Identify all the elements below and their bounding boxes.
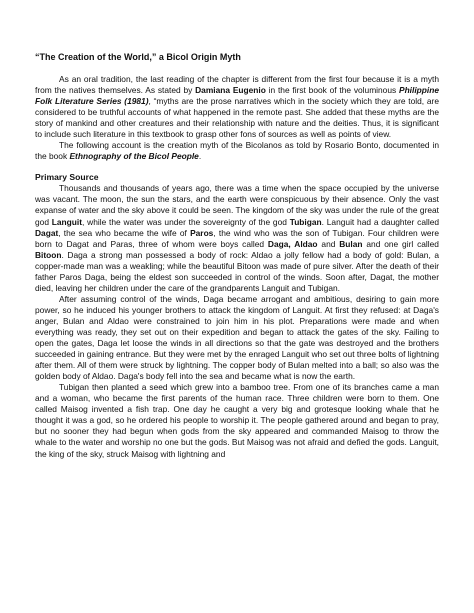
source-paragraph-1 <box>35 183 439 293</box>
name-bulan: Bulan <box>339 238 363 249</box>
names-daga-aldao: Daga, Aldao <box>267 238 318 249</box>
source-p1-text-k: and <box>317 238 340 249</box>
source-p1-text-a: Thousands and thousands of years ago, there was a time when the space occupied by the universe was vacant. The moon, the sun the stars, and the earth were conspicuous by their absence. Only the vast expanse of water and the sky above it could be seen. The kingdom of the sky was under the rule of the great god <box>35 183 439 227</box>
name-tubigan: Tubigan <box>289 216 322 227</box>
source-p1-text-c: , while the water was under the sovereignty of the god <box>82 216 290 227</box>
book-title-ethnography-bicol: Ethnography of the Bicol People <box>69 151 199 162</box>
name-paros: Paros <box>190 227 214 238</box>
book-title-philippine-folk-literature: Philippine Folk Literature Series (1981) <box>35 85 439 107</box>
intro-p1-text-a: As an oral tradition, the last reading of the chapter is different from the first four because it is a myth from the natives themselves. As stated by <box>35 74 439 96</box>
intro-paragraph-1 <box>35 74 439 140</box>
intro-paragraph-2 <box>35 140 439 162</box>
intro-p1-text-c: in the first book of the voluminous <box>265 85 399 96</box>
source-p1-text-m: and one girl called <box>362 238 439 249</box>
name-languit: Languit <box>51 216 83 227</box>
name-bitoon: Bitoon <box>35 249 62 260</box>
source-p1-text-o: . Daga a strong man possessed a body of rock: Aldao a jolly fellow had a body of gold: Bulan, a copper-made man was a weakling; while the beautiful Bitoon was made of pure silver. After the death of their father Paros Daga, being the eldest son succeeded in control of the winds. Soon after, Dagat, the mother died, leaving her children under the care of the grandparents Languit and Tubigan. <box>35 249 439 293</box>
name-dagat: Dagat <box>35 227 59 238</box>
primary-source-heading: Primary Source <box>35 172 99 183</box>
intro-p1-text-e: , “myths are the prose narratives which in the society which they are told, are considered to be truthful accounts of what happened in the remote past. She added that these myths are the story of mankind and other creatures and their relationship with nature and the deities. Thus, it is significant to include such literature in this textbook to grasp other fons of sources as well as points of view. <box>35 96 439 140</box>
source-p1-text-i: , the wind who was the son of Tubigan. Four children were born to Dagat and Paras, three of whom were boys called <box>35 227 439 249</box>
document-page <box>35 52 439 460</box>
source-p1-text-e: . Languit had a daughter called <box>321 216 440 227</box>
intro-p2-text-a: The following account is the creation myth of the Bicolanos as told by Rosario Bonto, documented in the book <box>35 140 439 162</box>
source-p1-text-g: , the sea who became the wife of <box>58 227 191 238</box>
source-paragraph-3: Tubigan then planted a seed which grew into a bamboo tree. From one of its branches came a man and a woman, who became the first parents of the human race. Three children were born to them. One called Maisog invented a fish trap. One day he caught a very big and grotesque looking whale that he thought it was a god, so he ordered his people to worship it. The people gathered around and began to pray, but no sooner they had begun when gods from the sky appeared and commanded Maisog to throw the whale to the water and worship no one but the gods. But Maisog was not afraid and defied the gods. Languit, the king of the sky, struck Maisog with lightning and <box>35 382 439 459</box>
document-title: “The Creation of the World,” a Bicol Origin Myth <box>35 52 241 62</box>
source-paragraph-2: After assuming control of the winds, Daga became arrogant and ambitious, desiring to gain more power, so he induced his younger brothers to attack the kingdom of Languit. At first they refused: at Daga's anger, Bulan and Aldao were constrained to join him in his plot. Preparations were made and when everything was ready, they set out on their expedition and began to attack the gates of the sky. Failing to open the gates, Daga let loose the winds in all directions so that the gate was destroyed and the brothers succeeded in gaining entrance. But they were met by the enraged Languit who set out three bolts of lightning after them. All of them were struck by lightning. The copper body of Bulan melted into a ball; so also was the golden body of Aldao. Daga's body fell into the sea and became what is now the earth. <box>35 293 439 382</box>
author-name-damiana-eugenio: Damiana Eugenio <box>195 85 266 96</box>
intro-p2-text-c: . <box>198 151 202 162</box>
